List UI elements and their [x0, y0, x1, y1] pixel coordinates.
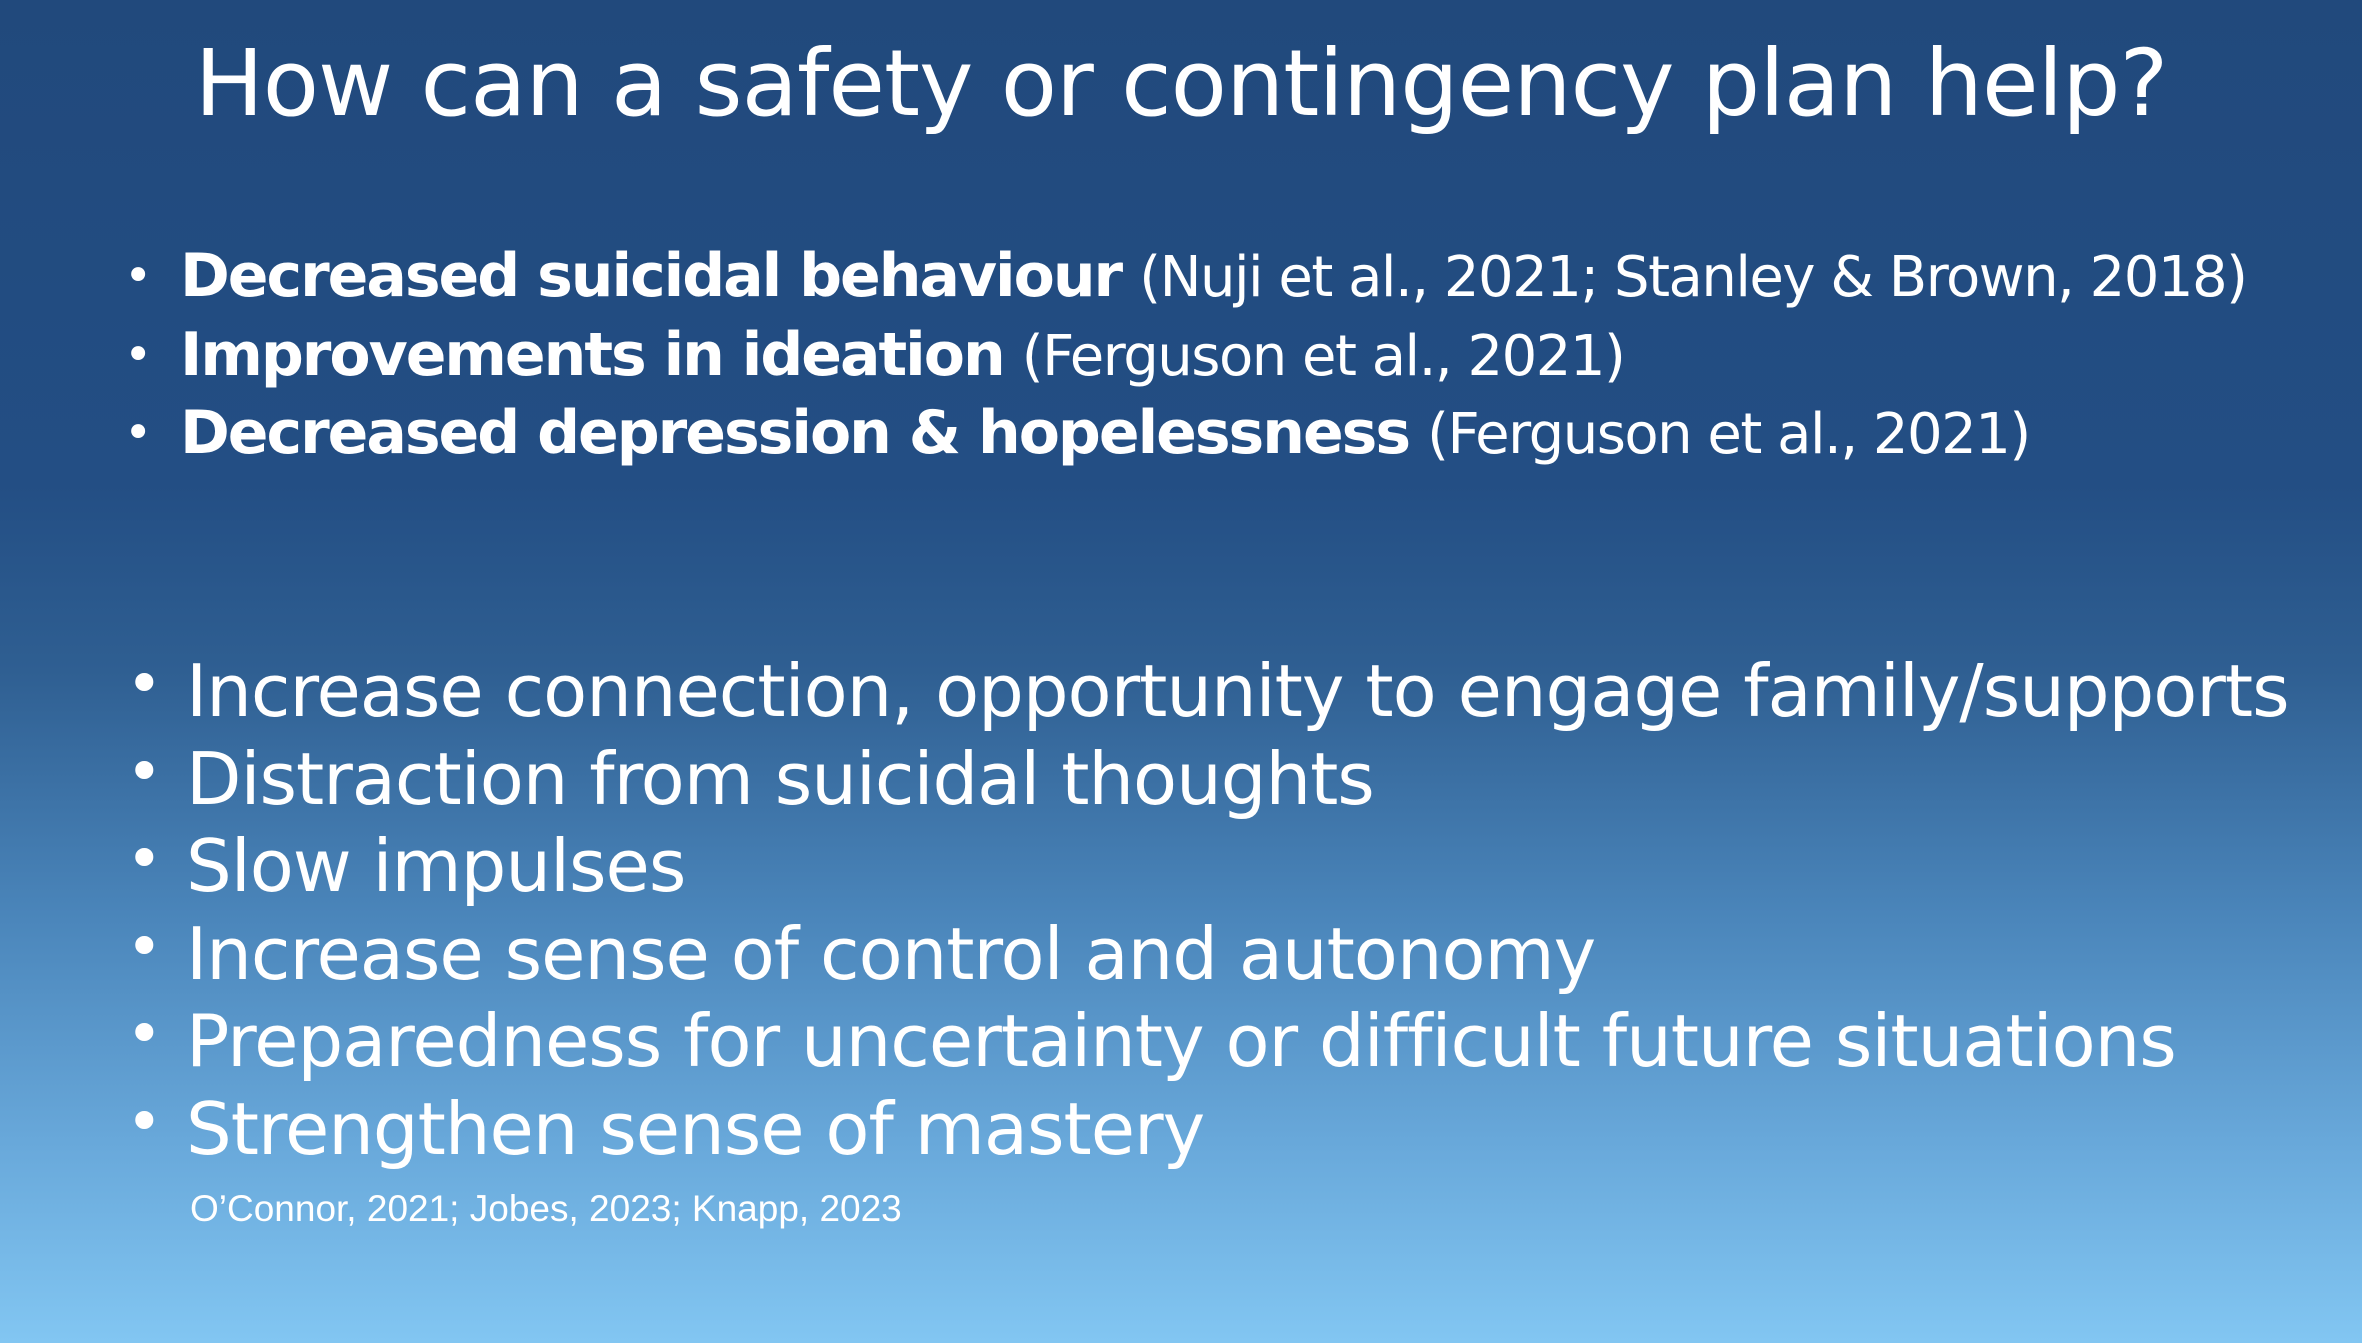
benefit-item: [118, 648, 2289, 736]
evidence-list: [118, 238, 2247, 474]
evidence-outcome: Decreased suicidal behaviour: [180, 241, 1122, 311]
bullet-dot: •: [126, 734, 162, 808]
benefit-item: [118, 736, 2289, 824]
bullet-dot: •: [124, 248, 152, 304]
benefit-text: Distraction from suicidal thoughts: [186, 736, 1374, 821]
bullet-dot: •: [126, 997, 162, 1070]
bullet-dot: •: [126, 909, 162, 983]
benefit-list: [118, 648, 2289, 1173]
benefit-text: Preparedness for uncertainty or difficult future situations: [186, 999, 2176, 1083]
slide-title: How can a safety or contingency plan help?: [194, 30, 2168, 137]
evidence-citation: (Nuji et al., 2021; Stanley & Brown, 2018): [1139, 245, 2247, 310]
bullet-dot: •: [126, 647, 162, 720]
evidence-citation: (Ferguson et al., 2021): [1427, 402, 2030, 467]
benefit-text: Increase connection, opportunity to engage family/supports: [186, 649, 2289, 733]
benefit-item: [118, 998, 2289, 1086]
bullet-dot: •: [126, 822, 162, 895]
bullet-dot: •: [124, 326, 152, 383]
benefit-text: Slow impulses: [186, 824, 686, 908]
benefit-item: [118, 911, 2289, 999]
benefit-text: Strengthen sense of mastery: [186, 1086, 1205, 1171]
evidence-outcome: Decreased depression & hopelessness: [180, 398, 1410, 468]
benefit-item: [118, 1086, 2289, 1174]
evidence-item: [118, 238, 2247, 317]
evidence-citation: (Ferguson et al., 2021): [1021, 323, 1625, 389]
benefit-item: [118, 823, 2289, 911]
benefit-text: Increase sense of control and autonomy: [186, 911, 1596, 996]
evidence-outcome: Improvements in ideation: [180, 319, 1004, 390]
bullet-dot: •: [124, 405, 152, 461]
evidence-item: [118, 395, 2247, 474]
evidence-item: [118, 317, 2247, 396]
bullet-dot: •: [126, 1084, 162, 1158]
references-footnote: O’Connor, 2021; Jobes, 2023; Knapp, 2023: [190, 1188, 902, 1229]
